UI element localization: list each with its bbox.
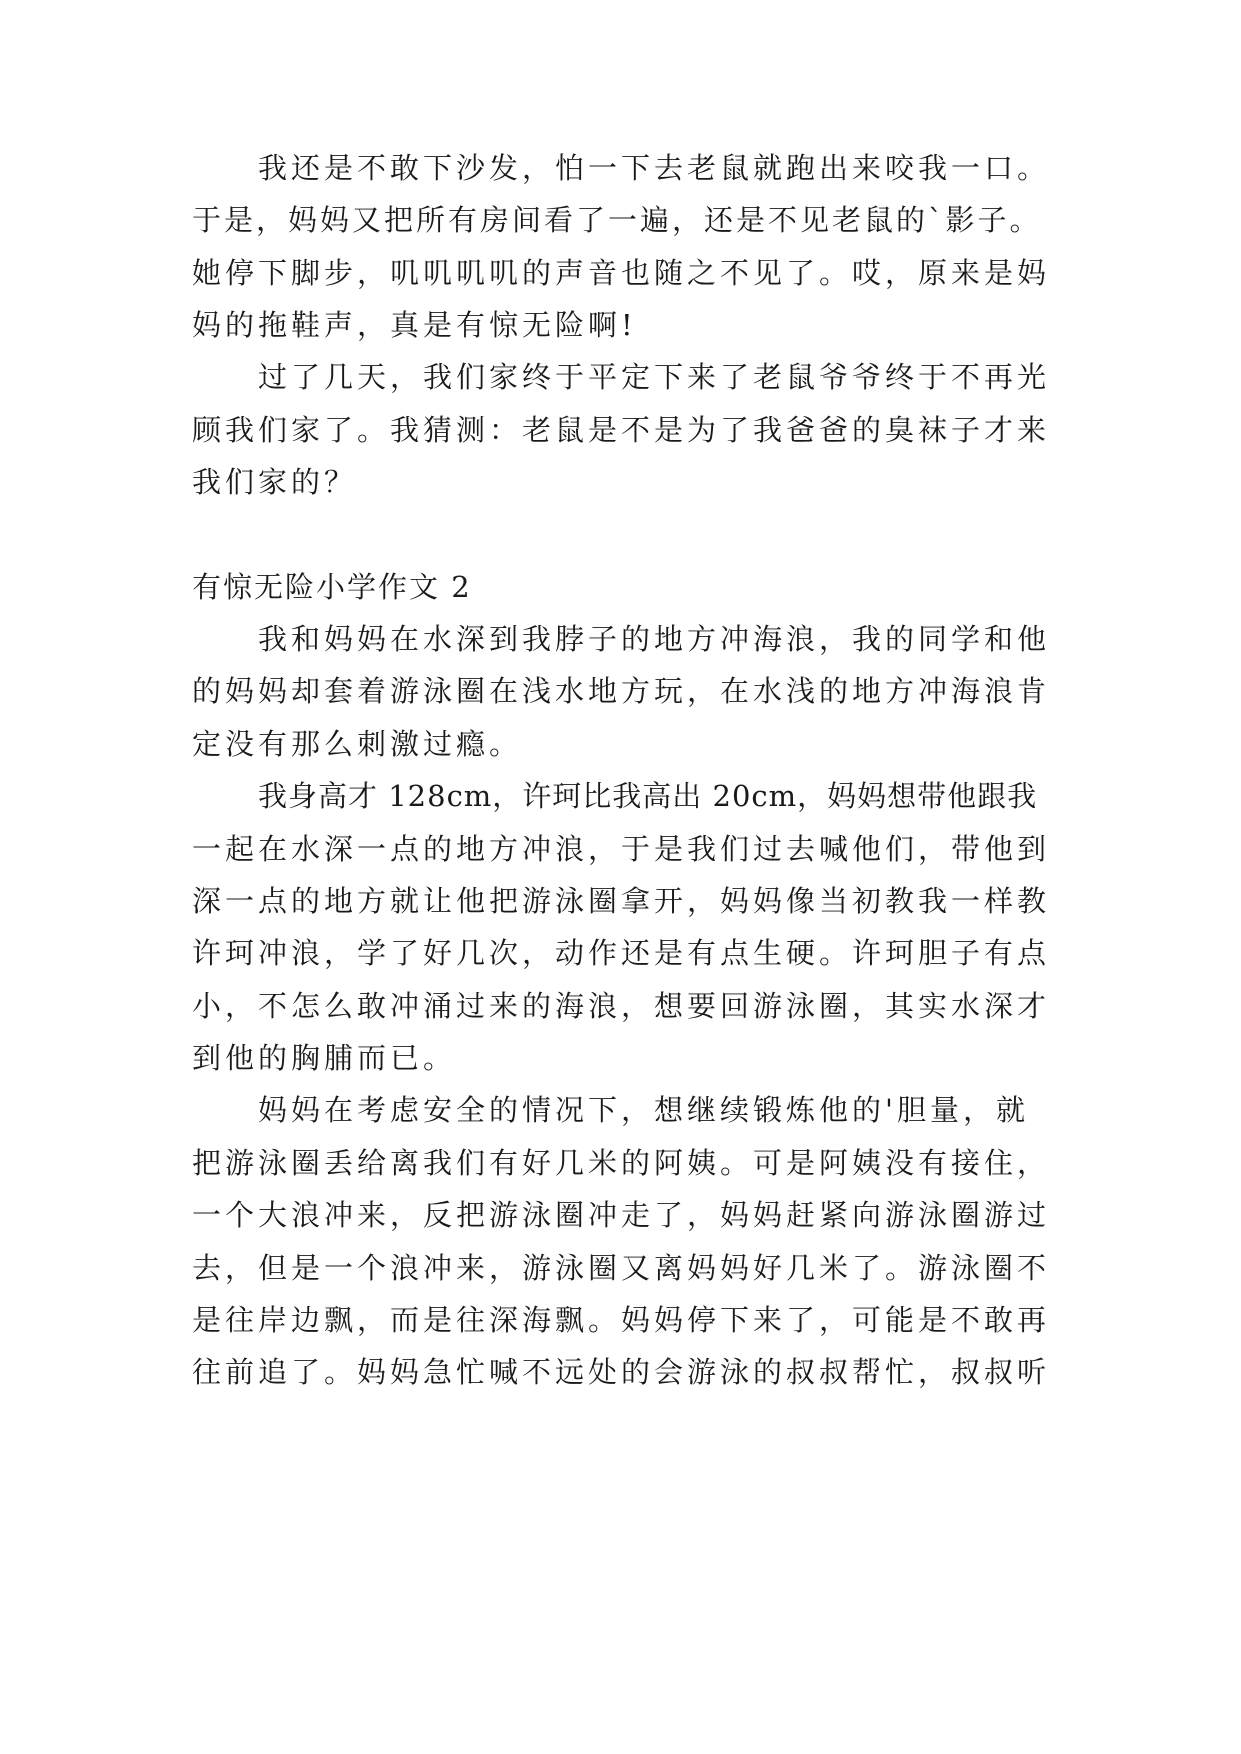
paragraph-line: 顾我们家了。我猜测：老鼠是不是为了我爸爸的臭袜子才来 [192, 413, 1051, 447]
paragraph-line: 过了几天，我们家终于平定下来了老鼠爷爷终于不再光 [258, 360, 1051, 394]
paragraph-line: 妈的拖鞋声，真是有惊无险啊! [192, 308, 637, 342]
paragraph-line: 于是，妈妈又把所有房间看了一遍，还是不见老鼠的`影子。 [192, 203, 1042, 237]
paragraph-line: 往前追了。妈妈急忙喊不远处的会游泳的叔叔帮忙，叔叔听 [192, 1355, 1051, 1389]
paragraph-line: 的妈妈却套着游泳圈在浅水地方玩，在水浅的地方冲海浪肯 [192, 674, 1051, 708]
paragraph-line: 一起在水深一点的地方冲浪，于是我们过去喊他们，带他到 [192, 832, 1051, 866]
paragraph-line: 是往岸边飘，而是往深海飘。妈妈停下来了，可能是不敢再 [192, 1303, 1051, 1337]
section-heading: 有惊无险小学作文 2 [192, 570, 472, 604]
paragraph-line: 我还是不敢下沙发，怕一下去老鼠就跑出来咬我一口。 [258, 151, 1051, 185]
paragraph-line: 深一点的地方就让他把游泳圈拿开，妈妈像当初教我一样教 [192, 884, 1051, 918]
paragraph-line: 我们家的？ [192, 465, 358, 499]
paragraph-line: 到他的胸脯而已。 [192, 1041, 457, 1075]
paragraph-line: 小，不怎么敢冲涌过来的海浪，想要回游泳圈，其实水深才 [192, 989, 1051, 1023]
paragraph-line: 定没有那么刺激过瘾。 [192, 727, 523, 761]
paragraph-line: 我和妈妈在水深到我脖子的地方冲海浪，我的同学和他 [258, 622, 1051, 656]
paragraph-line: 我身高才 128cm，许珂比我高出 20cm，妈妈想带他跟我 [258, 779, 1038, 813]
paragraph-line: 把游泳圈丢给离我们有好几米的阿姨。可是阿姨没有接住， [192, 1146, 1051, 1180]
paragraph-line: 一个大浪冲来，反把游泳圈冲走了，妈妈赶紧向游泳圈游过 [192, 1198, 1051, 1232]
paragraph-line: 许珂冲浪，学了好几次，动作还是有点生硬。许珂胆子有点 [192, 936, 1051, 970]
paragraph-line: 她停下脚步，叽叽叽叽的声音也随之不见了。哎，原来是妈 [192, 256, 1051, 290]
paragraph-line: 妈妈在考虑安全的情况下，想继续锻炼他的'胆量，就 [258, 1093, 1029, 1127]
paragraph-line: 去，但是一个浪冲来，游泳圈又离妈妈好几米了。游泳圈不 [192, 1251, 1051, 1285]
